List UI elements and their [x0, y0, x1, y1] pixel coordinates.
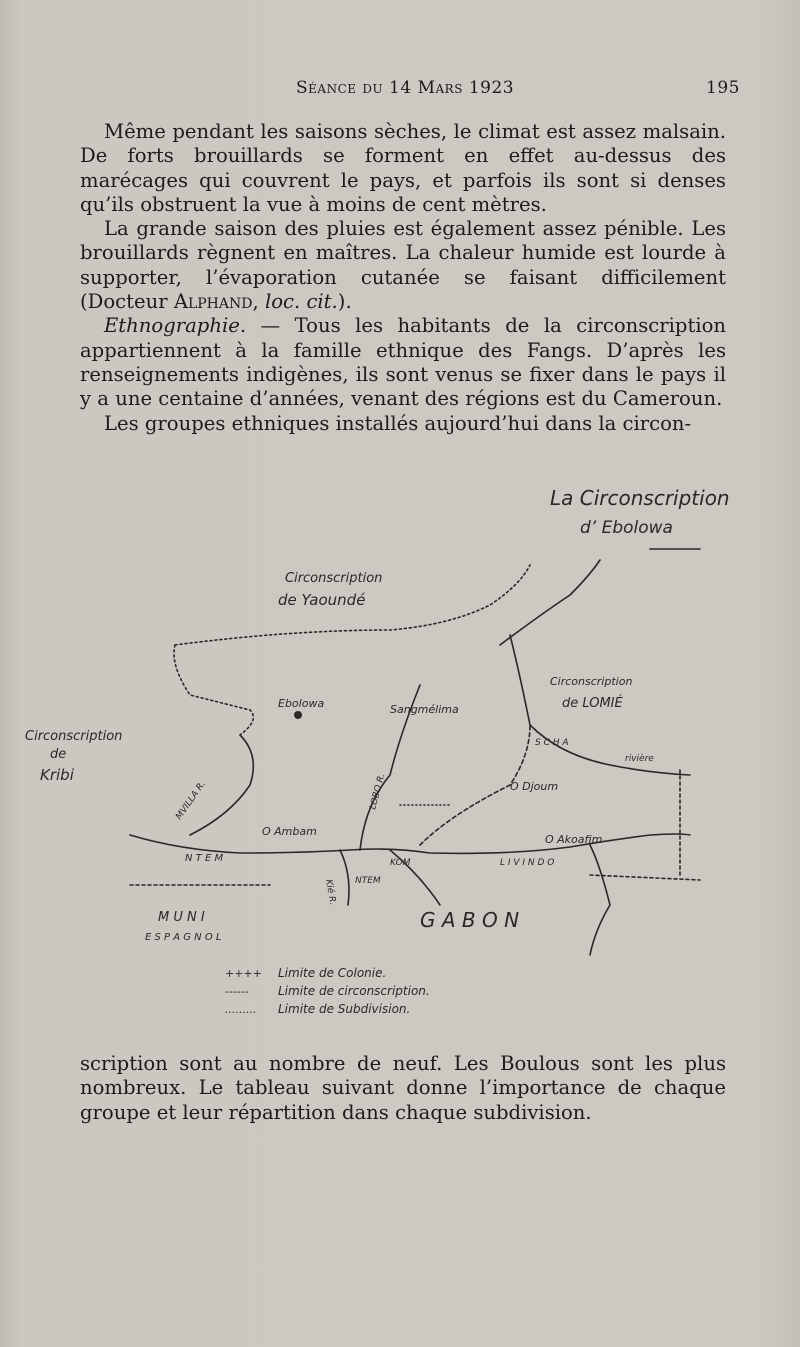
label-yaounde-1: Circonscription: [285, 571, 383, 586]
boundary-west: [174, 645, 253, 735]
boundary-south: [130, 875, 700, 885]
label-gabon: G A B O N: [420, 908, 520, 932]
label-sanaga: S C H A: [535, 738, 569, 748]
legend-symbol-circ: ------: [225, 985, 249, 998]
label-espagnol: E S P A G N O L: [145, 932, 222, 943]
ebolowa-marker: [294, 711, 302, 719]
map-title-line2: d’ Ebolowa: [580, 518, 673, 538]
label-yaounde-2: de Yaoundé: [278, 591, 366, 609]
map-figure: [25, 455, 770, 1035]
river-kie: [340, 850, 349, 905]
legend-text-subdiv: Limite de Subdivision.: [278, 1002, 411, 1016]
river-ntem: [130, 834, 690, 853]
legend-symbol-colony: ++++: [225, 967, 262, 980]
river-north-east: [500, 560, 600, 645]
label-lobo: LOBO R.: [368, 772, 388, 811]
page-number: 195: [706, 78, 740, 98]
rains-text-after: ).: [337, 290, 352, 314]
paragraph-climate: Même pendant les saisons sèches, le climat est assez malsain. De forts brouillards se forment en effet au-dessus des marécages qui couvrent le pays, et parfois ils sont si denses qu’ils obstruent la vue à moins de cent mètres.: [80, 120, 726, 216]
legend-symbol-subdiv: .........: [225, 1003, 257, 1016]
body-text-bottom: [80, 1052, 726, 1125]
label-kribi-3: Kribi: [40, 766, 74, 784]
label-muni: M U N I: [158, 910, 205, 925]
label-lomie-1: Circonscription: [550, 675, 633, 688]
label-mvila: MVILLA R.: [174, 779, 209, 822]
body-text-top: [80, 120, 726, 436]
label-ntem2: NTEM: [355, 876, 381, 886]
label-kie: Kié R.: [323, 878, 338, 907]
paragraph-groups-continued: scription sont au nombre de neuf. Les Boulous sont les plus nombreux. Le tableau suivant donne l’importance de chaque groupe et leur répartition dans chaque subdivision.: [80, 1052, 726, 1124]
paragraph-rains: [80, 217, 726, 314]
river-livindo: [590, 845, 610, 955]
rains-text-mid: ,: [252, 290, 265, 314]
legend-text-circ: Limite de circonscription.: [278, 984, 430, 998]
label-kom: KOM: [390, 858, 411, 868]
section-heading-ethnography: Ethnographie.: [104, 314, 247, 338]
label-riviere: rivière: [625, 754, 654, 764]
ethnography-text: — Tous les habitants de la circonscription appartiennent à la famille ethnique des Fangs. D’après les renseignements indigènes, ils sont venus se fixer dans le pays il y a une centaine d’années, venant des régions est du Cameroun.: [80, 314, 726, 411]
label-ebolowa: Ebolowa: [278, 697, 325, 710]
label-kribi-1: Circonscription: [25, 729, 123, 744]
label-kribi-2: de: [50, 747, 67, 762]
running-title: Séance du 14 Mars 1923: [296, 78, 515, 98]
paragraph-ethnography: [80, 314, 726, 411]
legend-text-colony: Limite de Colonie.: [278, 966, 387, 980]
paragraph-groups: Les groupes ethniques installés aujourd’hui dans la circon-: [104, 411, 692, 435]
author-name: Alphand: [173, 290, 253, 314]
map-title-line1: La Circonscription: [550, 486, 730, 510]
label-lomie-2: de LOMIÉ: [562, 696, 623, 711]
label-livindo: L I V I N D O: [500, 858, 555, 868]
label-ambam: O Ambam: [262, 825, 317, 838]
rains-text: La grande saison des pluies est également assez pénible. Les brouillards règnent en maîtres. La chaleur humide est lourde à supporter, l’évaporation cutanée se faisant difficilement (Docteur: [80, 217, 726, 314]
label-djoum: O Djoum: [510, 780, 559, 793]
label-akoafim: O Akoafim: [545, 833, 603, 846]
map-drawing: [25, 455, 770, 1035]
label-sangmelima: Sangmélima: [390, 703, 459, 716]
label-ntem: N T E M: [185, 853, 224, 864]
citation: loc. cit.: [264, 290, 338, 314]
